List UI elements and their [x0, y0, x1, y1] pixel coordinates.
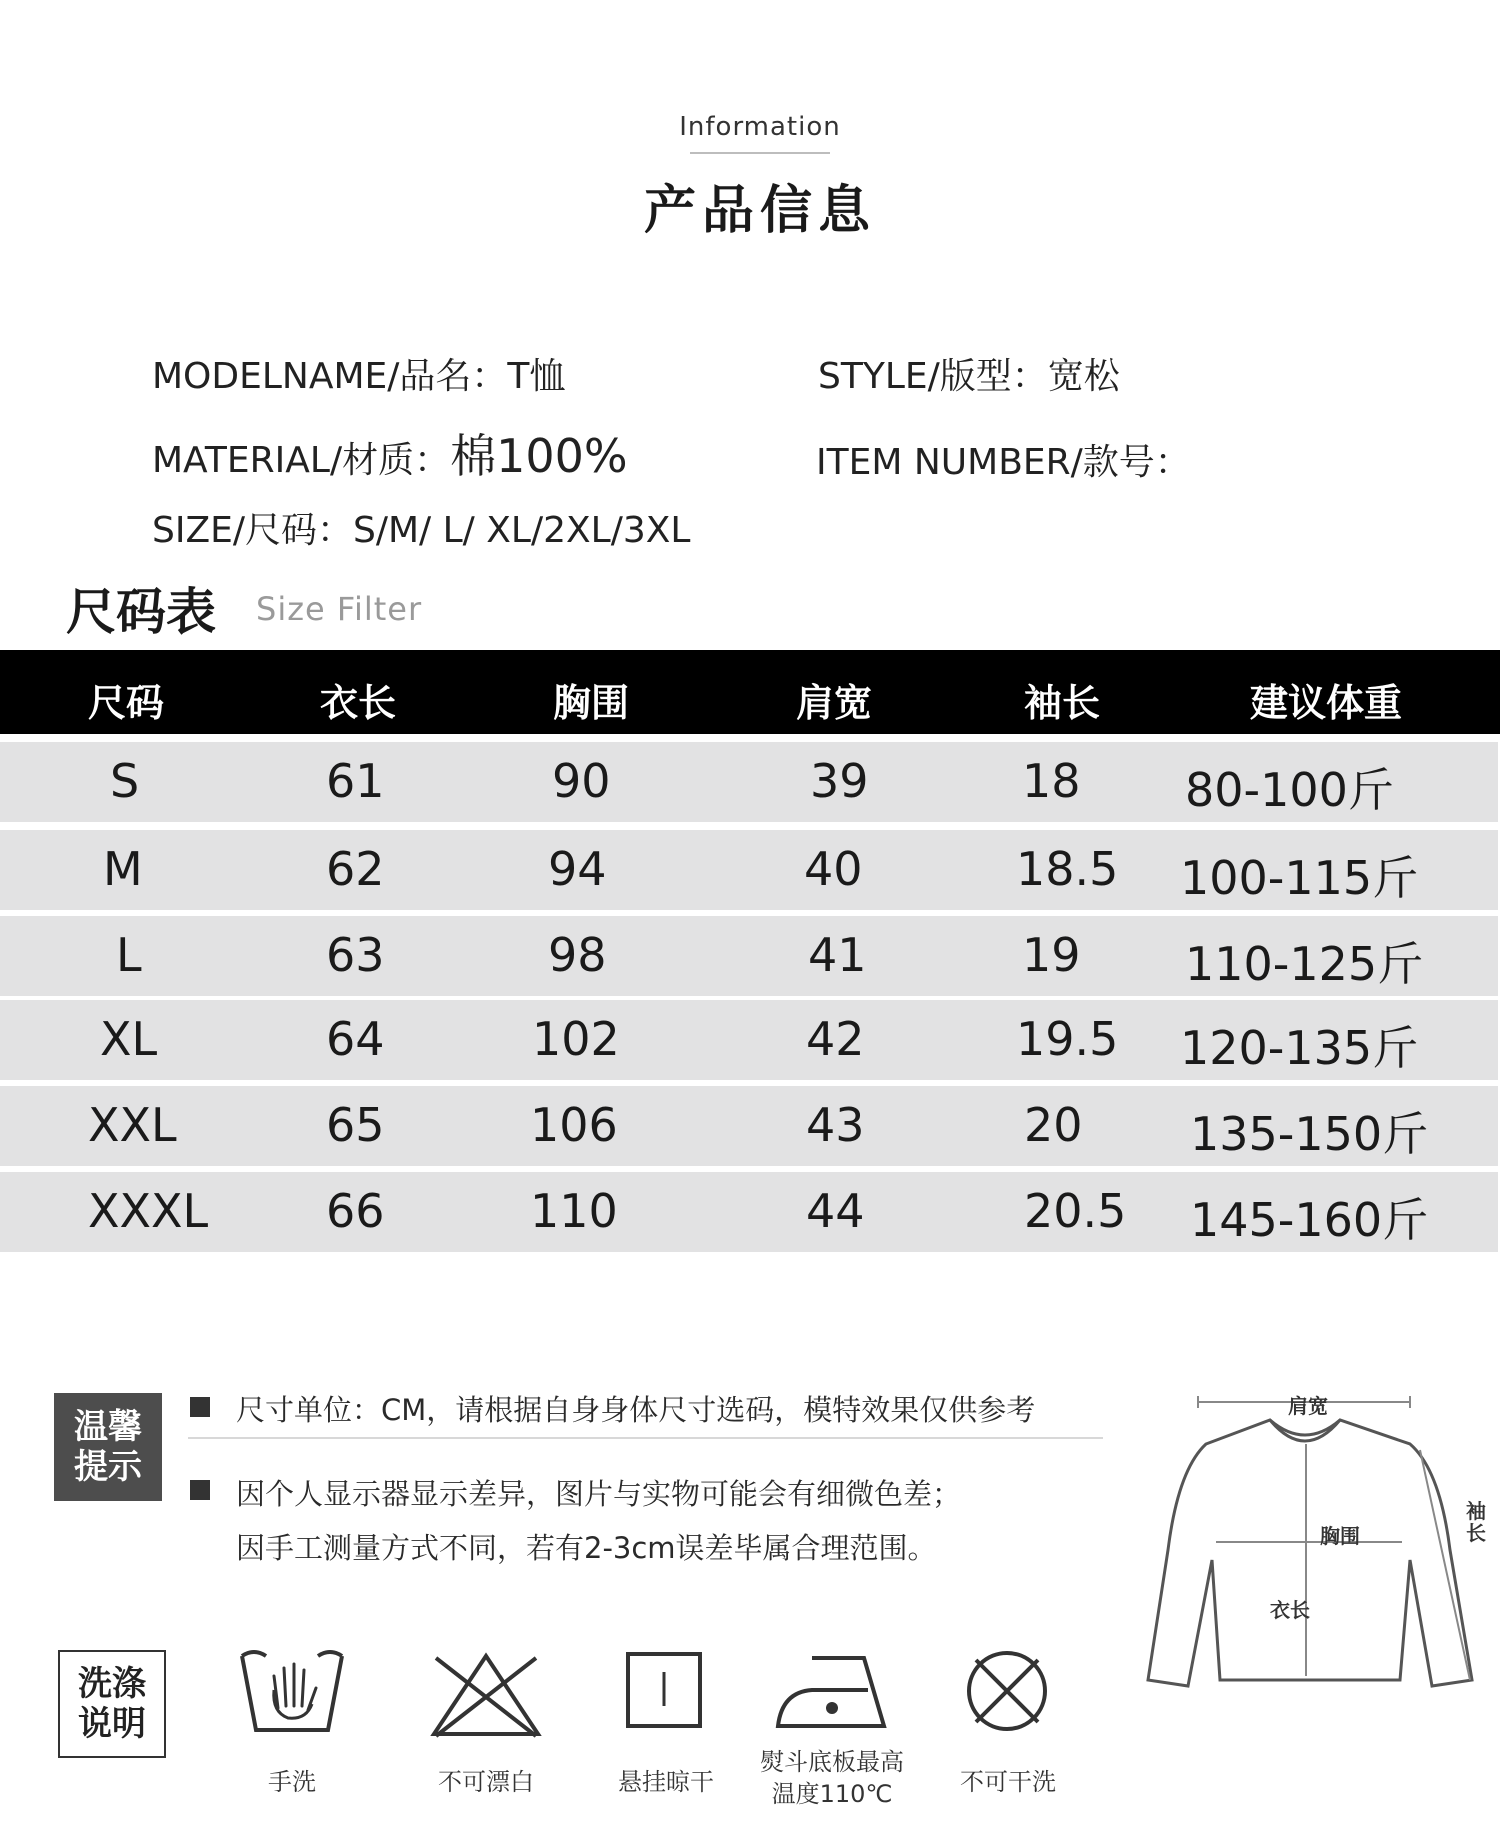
cell-chest: 94 — [548, 842, 607, 896]
cell-chest: 90 — [552, 754, 611, 808]
spec-material-value: 棉100% — [450, 429, 628, 483]
care-label: 手洗 — [268, 1768, 316, 1796]
cell-weight: 135-150斤 — [1190, 1107, 1429, 1161]
cell-length: 62 — [326, 842, 385, 896]
spec-material-label: MATERIAL/材质： — [152, 440, 451, 481]
col-size: 尺码 — [88, 681, 165, 725]
cell-length: 66 — [326, 1184, 385, 1238]
tips-tag — [54, 1393, 162, 1501]
cell-size: XXL — [88, 1098, 177, 1152]
table-row — [0, 1172, 1498, 1252]
cell-weight: 80-100斤 — [1185, 763, 1394, 817]
cell-weight: 120-135斤 — [1180, 1021, 1419, 1075]
spec-style: STYLE/版型：宽松 — [818, 356, 1120, 397]
hand-wash-icon — [236, 1640, 348, 1740]
label-shoulder: 肩宽 — [1288, 1394, 1328, 1418]
iron-icon — [772, 1652, 892, 1732]
size-table-subtitle: Size Filter — [256, 590, 423, 628]
cell-sleeve: 18.5 — [1016, 842, 1119, 896]
cell-sleeve: 20.5 — [1024, 1184, 1127, 1238]
care-label: 不可漂白 — [438, 1768, 534, 1796]
bullet-icon — [190, 1480, 210, 1500]
cell-shoulder: 39 — [810, 754, 869, 808]
cell-size: S — [110, 754, 140, 808]
wash-tag-line2: 说明 — [78, 1704, 146, 1744]
hang-dry-icon — [624, 1650, 704, 1730]
care-label: 悬挂晾干 — [618, 1768, 714, 1796]
cell-size: XL — [100, 1012, 158, 1066]
cell-chest: 110 — [530, 1184, 618, 1238]
col-chest: 胸围 — [553, 681, 630, 725]
cell-size: L — [116, 928, 142, 982]
cell-length: 65 — [326, 1098, 385, 1152]
info-heading-cn: 产品信息 — [643, 181, 876, 241]
tip-divider — [188, 1437, 1103, 1439]
cell-chest: 98 — [548, 928, 607, 982]
cell-weight: 110-125斤 — [1185, 937, 1424, 991]
cell-length: 63 — [326, 928, 385, 982]
cell-length: 64 — [326, 1012, 385, 1066]
cell-sleeve: 20 — [1024, 1098, 1083, 1152]
bullet-icon — [190, 1397, 210, 1417]
table-row — [0, 742, 1498, 822]
info-heading-en: Information — [679, 112, 841, 142]
cell-size: XXXL — [88, 1184, 209, 1238]
cell-sleeve: 18 — [1022, 754, 1081, 808]
care-label: 熨斗底板最高 — [760, 1748, 904, 1776]
col-sleeve: 袖长 — [1024, 681, 1101, 725]
cell-size: M — [103, 842, 143, 896]
care-label: 不可干洗 — [960, 1768, 1056, 1796]
cell-length: 61 — [326, 754, 385, 808]
cell-shoulder: 40 — [804, 842, 863, 896]
wash-tag-line1: 洗涤 — [78, 1664, 146, 1704]
spec-item-number: ITEM NUMBER/款号： — [816, 442, 1191, 483]
cell-sleeve: 19.5 — [1016, 1012, 1119, 1066]
tip-line-1: 尺寸单位：CM，请根据自身身体尺寸选码，模特效果仅供参考 — [236, 1393, 1036, 1427]
tip-line-2: 因个人显示器显示差异，图片与实物可能会有细微色差； — [236, 1477, 962, 1511]
table-header — [0, 650, 1500, 734]
spec-size: SIZE/尺码：S/M/ L/ XL/2XL/3XL — [152, 510, 691, 551]
label-sleeve: 袖长 — [1466, 1499, 1486, 1545]
cell-shoulder: 41 — [808, 928, 867, 982]
label-chest: 胸围 — [1320, 1524, 1360, 1548]
cell-weight: 100-115斤 — [1180, 851, 1419, 905]
cell-sleeve: 19 — [1022, 928, 1081, 982]
table-row — [0, 1000, 1498, 1080]
spec-material — [152, 420, 628, 486]
garment-diagram — [1120, 1380, 1490, 1724]
col-shoulder: 肩宽 — [796, 681, 873, 725]
wash-tag — [58, 1650, 166, 1758]
label-length: 衣长 — [1270, 1598, 1310, 1622]
col-weight: 建议体重 — [1250, 681, 1403, 725]
tshirt-outline-icon — [1120, 1380, 1490, 1720]
table-row — [0, 830, 1498, 910]
cell-shoulder: 42 — [806, 1012, 865, 1066]
cell-shoulder: 43 — [806, 1098, 865, 1152]
table-row — [0, 1086, 1498, 1166]
tips-tag-line2: 提示 — [74, 1447, 142, 1487]
size-table-title: 尺码表 — [66, 583, 216, 641]
no-bleach-icon — [426, 1650, 546, 1740]
tip-line-3: 因手工测量方式不同，若有2-3cm误差毕属合理范围。 — [236, 1531, 937, 1565]
cell-shoulder: 44 — [806, 1184, 865, 1238]
care-label-2: 温度110℃ — [771, 1780, 893, 1808]
table-row — [0, 916, 1498, 996]
col-length: 衣长 — [320, 681, 397, 725]
cell-chest: 106 — [530, 1098, 618, 1152]
spec-modelname: MODELNAME/品名：T恤 — [152, 356, 566, 397]
cell-chest: 102 — [532, 1012, 620, 1066]
heading-divider — [690, 152, 830, 154]
tips-tag-line1: 温馨 — [74, 1407, 142, 1447]
cell-weight: 145-160斤 — [1190, 1193, 1429, 1247]
no-dry-clean-icon — [962, 1646, 1052, 1736]
